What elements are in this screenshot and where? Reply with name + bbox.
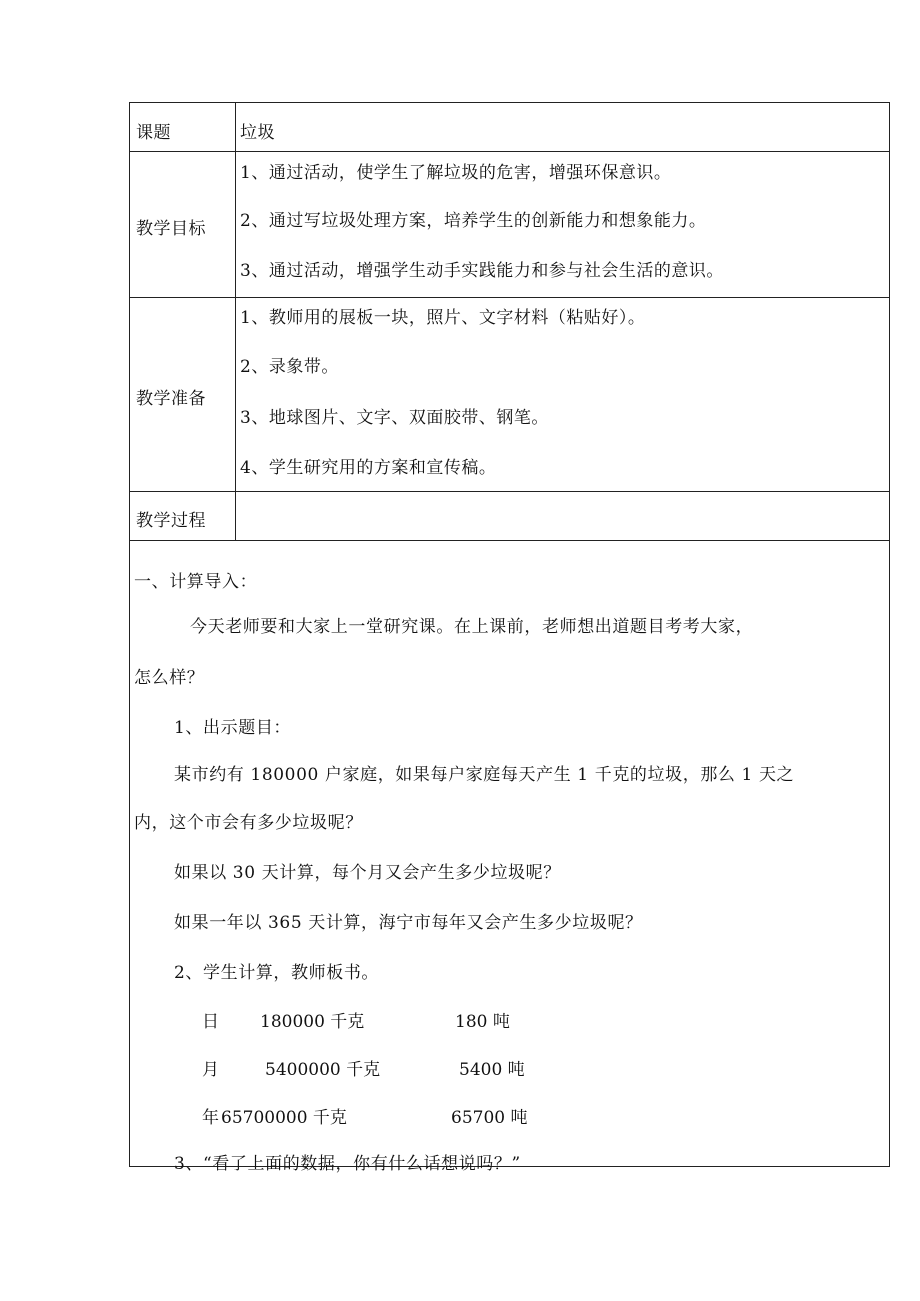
topic-value: 垃圾: [240, 123, 275, 143]
calc-kg: 5400000 千克: [265, 1060, 381, 1080]
step-3: 3、“看了上面的数据，你有什么话想说吗？”: [174, 1154, 521, 1174]
process-label: 教学过程: [136, 511, 206, 531]
question-3: 如果一年以 365 天计算，海宁市每年又会产生多少垃圾呢？: [174, 913, 643, 933]
calc-kg: 180000 千克: [260, 1012, 365, 1032]
intro-line-1: 今天老师要和大家上一堂研究课。在上课前，老师想出道题目考考大家，: [190, 617, 754, 637]
calc-ton: 5400 吨: [459, 1060, 525, 1080]
question-2: 如果以 30 天计算，每个月又会产生多少垃圾呢？: [174, 863, 561, 883]
topic-label: 课题: [136, 123, 171, 143]
calc-label: 年: [202, 1108, 219, 1128]
row-divider: [130, 297, 889, 298]
prep-item-2: 2、录象带。: [240, 357, 339, 377]
question-1-line-2: 内，这个市会有多少垃圾呢？: [134, 813, 363, 833]
prep-label: 教学准备: [136, 389, 206, 409]
prep-item-1: 1、教师用的展板一块，照片、文字材料（粘贴好）。: [240, 308, 646, 328]
section-title: 一、计算导入：: [134, 572, 258, 592]
goals-label: 教学目标: [136, 219, 206, 239]
calc-label: 日: [202, 1012, 219, 1032]
goal-item-1: 1、通过活动，使学生了解垃圾的危害，增强环保意识。: [240, 163, 672, 183]
calc-ton: 65700 吨: [451, 1108, 528, 1128]
step-1: 1、出示题目：: [174, 718, 292, 738]
step-2: 2、学生计算，教师板书。: [174, 963, 380, 983]
prep-item-3: 3、地球图片、文字、双面胶带、钢笔。: [240, 408, 549, 428]
calc-ton: 180 吨: [455, 1012, 510, 1032]
intro-line-2: 怎么样？: [134, 668, 205, 688]
row-divider: [130, 540, 889, 541]
prep-item-4: 4、学生研究用的方案和宣传稿。: [240, 458, 497, 478]
goal-item-3: 3、通过活动，增强学生动手实践能力和参与社会生活的意识。: [240, 261, 724, 281]
calc-label: 月: [202, 1060, 219, 1080]
question-1-line-1: 某市约有 180000 户家庭，如果每户家庭每天产生 1 千克的垃圾，那么 1 天之: [174, 765, 795, 785]
goal-item-2: 2、通过写垃圾处理方案，培养学生的创新能力和想象能力。: [240, 211, 707, 231]
row-divider: [130, 151, 889, 152]
row-divider: [130, 491, 889, 492]
calc-kg: 65700000 千克: [221, 1108, 347, 1128]
lesson-plan-table: [129, 102, 890, 1174]
column-divider: [235, 103, 236, 540]
